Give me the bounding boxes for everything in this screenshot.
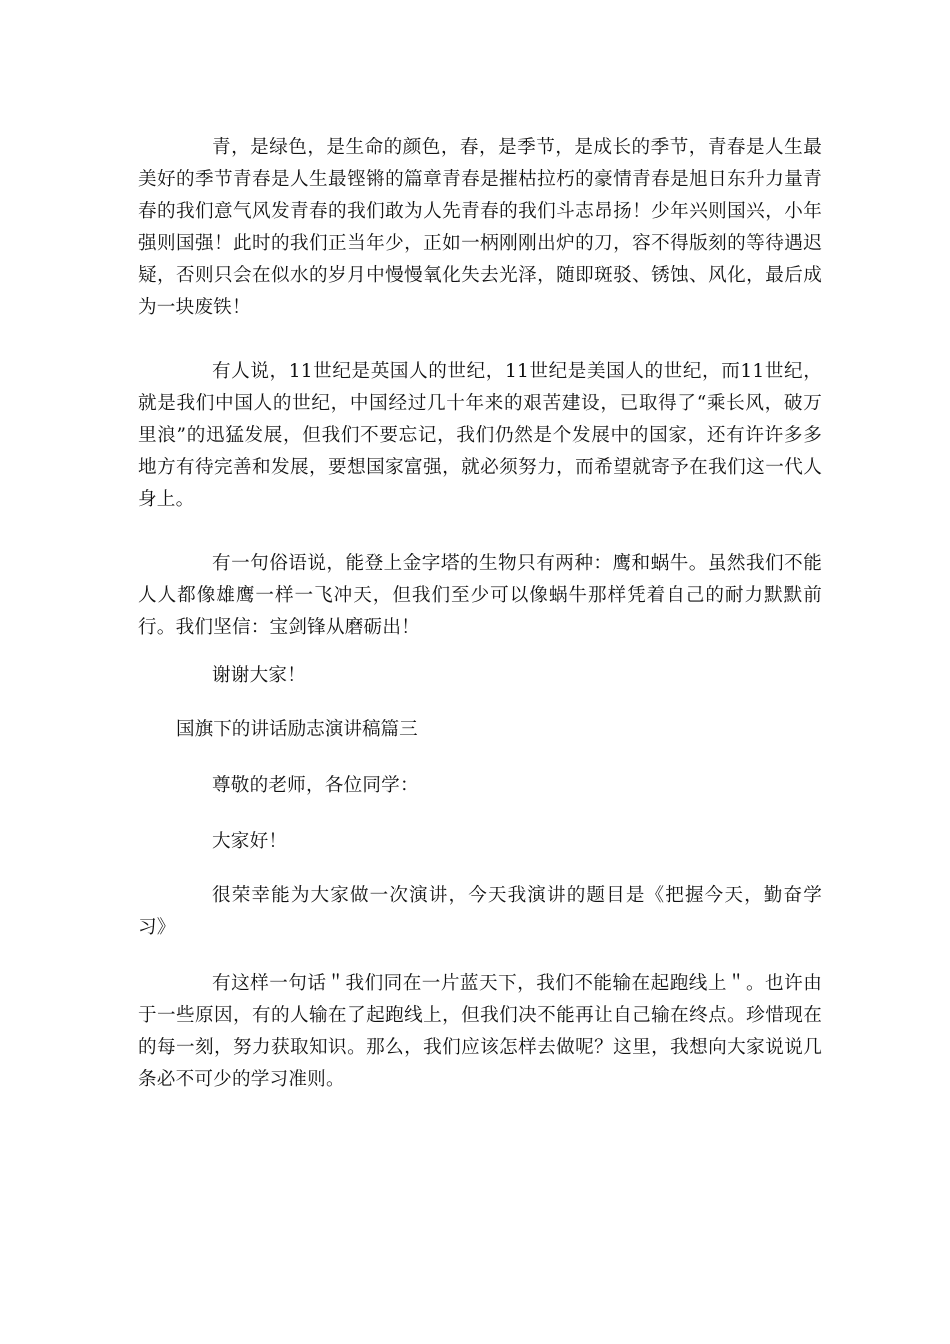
paragraph-youth: 青，是绿色，是生命的颜色，春，是季节，是成长的季节，青春是人生最美好的季节青春是人生最铿锵的篇章青春是摧枯拉朽的豪情青春是旭日东升力量青春的我们意气风发青春的我们敢为人先青春的我们斗志昂扬！少年兴则国兴，小年强则国强！此时的我们正当年少，正如一柄刚刚出炉的刀，容不得版刻的等待遇迟疑，否则只会在似水的岁月中慢慢氧化失去光泽，随即斑驳、锈蚀、风化，最后成为一块废铁！	[138, 137, 822, 318]
paragraph-greeting-audience: 尊敬的老师，各位同学：	[212, 775, 419, 796]
paragraph-century: 有人说，11世纪是英国人的世纪，11世纪是美国人的世纪，而11世纪，就是我们中国人的世纪，中国经过几十年来的艰苦建设，已取得了“乘长风，破万里浪”的迅猛发展，但我们不要忘记，我们仍然是个发展中的国家，还有许许多多地方有待完善和发展，要想国家富强，就必须努力，而希望就寄予在我们这一代人身上。	[138, 361, 822, 510]
section-title: 国旗下的讲话励志演讲稿篇三	[176, 719, 418, 740]
paragraph-thanks: 谢谢大家！	[212, 665, 306, 686]
paragraph-starting-line: 有这样一句话＂我们同在一片蓝天下，我们不能输在起跑线上＂。也许由于一些原因，有的人输在了起跑线上，但我们决不能再让自己输在终点。珍惜现在的每一刻，努力获取知识。那么，我们应该怎样去做呢？这里，我想向大家说说几条必不可少的学习准则。	[138, 973, 822, 1090]
paragraph-speech-topic: 很荣幸能为大家做一次演讲，今天我演讲的题目是《把握今天，勤奋学习》	[138, 885, 822, 938]
paragraph-hello: 大家好！	[212, 831, 288, 852]
paragraph-proverb: 有一句俗语说，能登上金字塔的生物只有两种：鹰和蜗牛。虽然我们不能人人都像雄鹰一样一飞冲天，但我们至少可以像蜗牛那样凭着自己的耐力默默前行。我们坚信：宝剑锋从磨砺出！	[138, 553, 822, 638]
